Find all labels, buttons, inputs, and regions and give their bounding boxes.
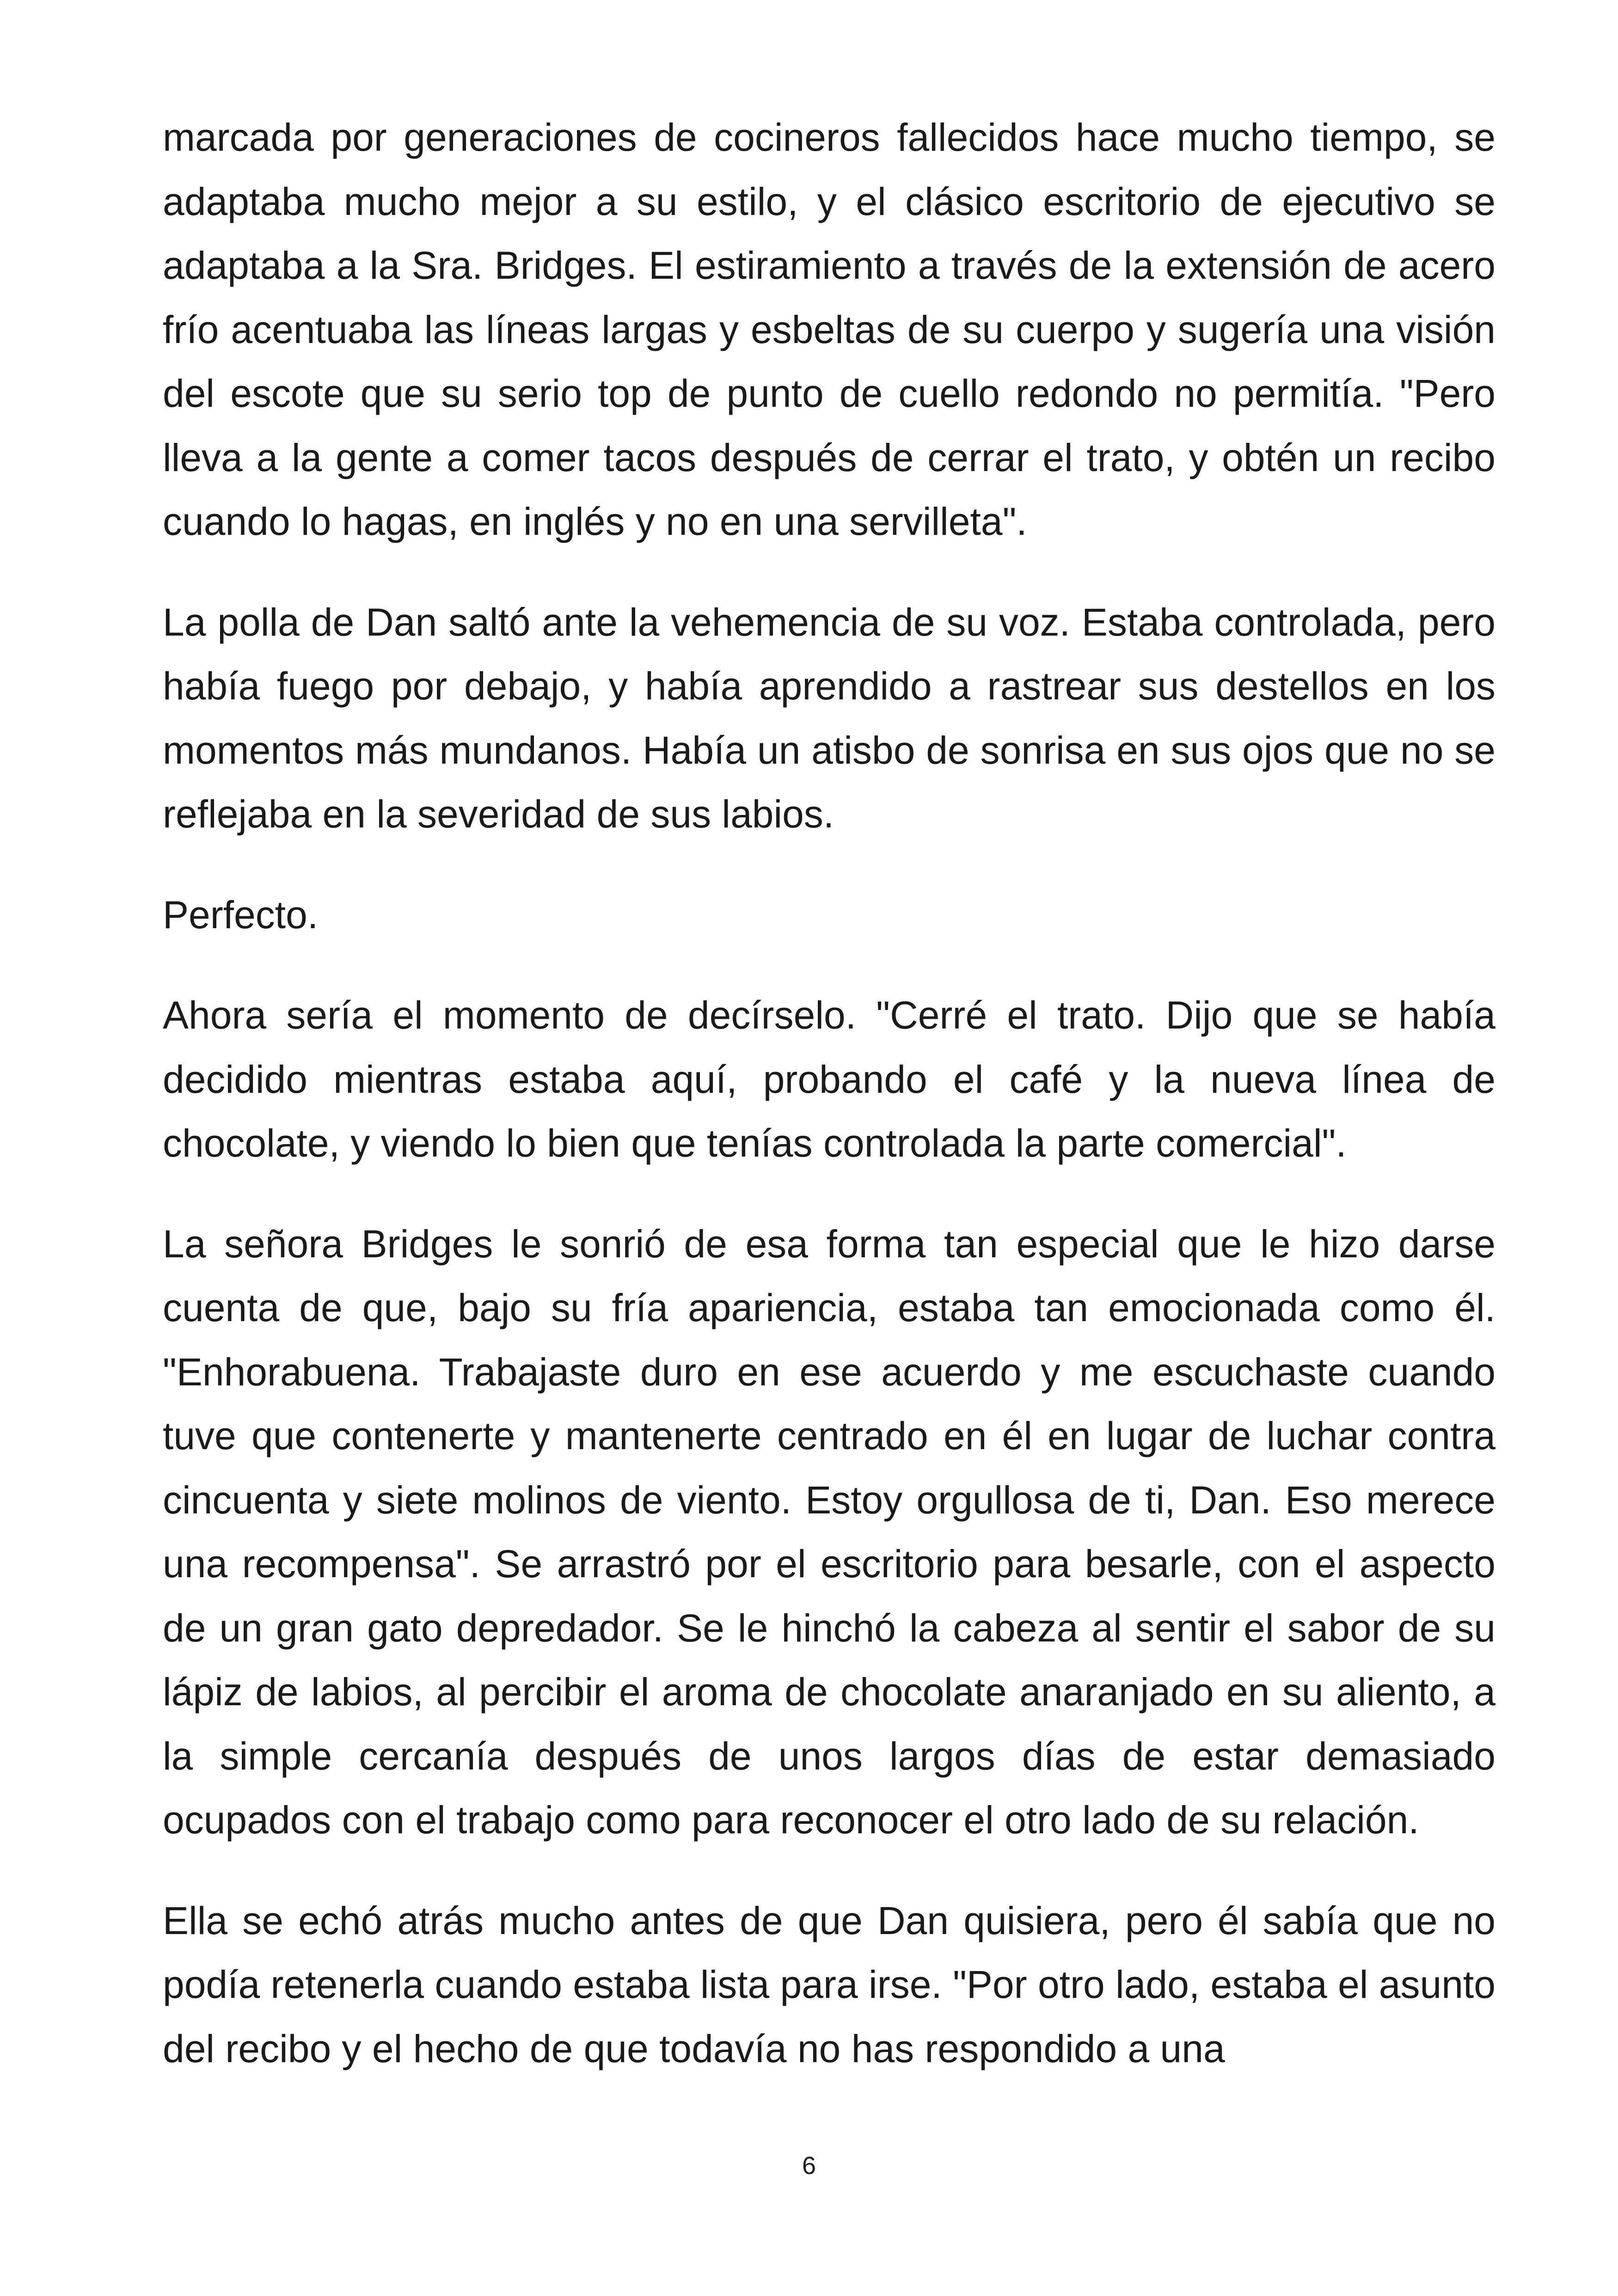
paragraph-2: La polla de Dan saltó ante la vehemencia de su voz. Estaba controlada, pero había fuego por debajo, y había aprendido a rastrear sus destellos en los momentos más mundanos. Había un atisbo de sonrisa en sus ojos que no se reflejaba en la severidad de sus labios. [163, 600, 1495, 836]
body-text [163, 105, 1495, 2081]
paragraph-6: Ella se echó atrás mucho antes de que Dan quisiera, pero él sabía que no podía retenerla cuando estaba lista para irse. "Por otro lado, estaba el asunto del recibo y el hecho de que todavía no has respondido a una [163, 1898, 1495, 2070]
paragraph-1: marcada por generaciones de cocineros fallecidos hace mucho tiempo, se adaptaba mucho mejor a su estilo, y el clásico escritorio de ejecutivo se adaptaba a la Sra. Bridges. El estiramiento a través de la extensión de acero frío acentuaba las líneas largas y esbeltas de su cuerpo y sugería una visión del escote que su serio top de punto de cuello redondo no permitía. "Pero lleva a la gente a comer tacos después de cerrar el trato, y obtén un recibo cuando lo hagas, en inglés y no en una servilleta". [163, 116, 1495, 543]
paragraph-3: Perfecto. [163, 893, 319, 937]
paragraph-4: Ahora sería el momento de decírselo. "Cerré el trato. Dijo que se había decidido mientras estaba aquí, probando el café y la nueva línea de chocolate, y viendo lo bien que tenías controlada la parte comercial". [163, 993, 1495, 1165]
paragraph-5: La señora Bridges le sonrió de esa forma tan especial que le hizo darse cuenta de que, bajo su fría apariencia, estaba tan emocionada como él. "Enhorabuena. Trabajaste duro en ese acuerdo y me escuchaste cuando tuve que contenerte y mantenerte centrado en él en lugar de luchar contra cincuenta y siete molinos de viento. Estoy orgullosa de ti, Dan. Eso merece una recompensa". Se arrastró por el escritorio para besarle, con el aspecto de un gran gato depredador. Se le hinchó la cabeza al sentir el sabor de su lápiz de labios, al percibir el aroma de chocolate anaranjado en su aliento, a la simple cercanía después de unos largos días de estar demasiado ocupados con el trabajo como para reconocer el otro lado de su relación. [163, 1222, 1495, 1842]
page-number: 6 [802, 2152, 816, 2180]
